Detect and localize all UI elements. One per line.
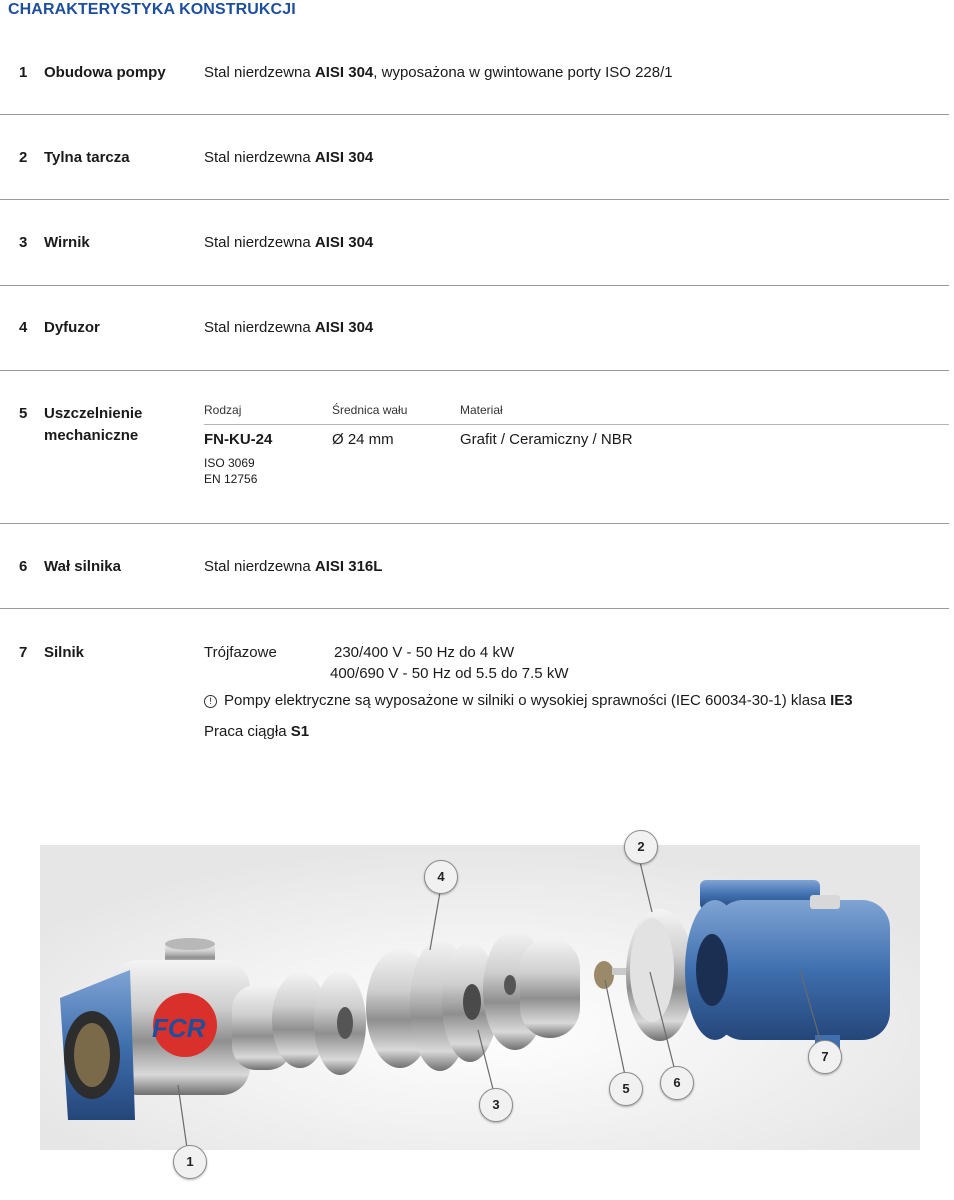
seal-header-diameter: Średnica wału <box>332 403 408 417</box>
spec-row-motor <box>0 642 949 752</box>
row-divider <box>0 114 949 115</box>
row-divider <box>0 199 949 200</box>
spec-row-mechanical-seal <box>0 403 949 503</box>
callout-3: 3 <box>479 1088 513 1122</box>
row-divider <box>0 523 949 524</box>
row-divider <box>0 608 949 609</box>
row-number: 1 <box>19 64 28 81</box>
row-label: Silnik <box>44 644 85 661</box>
row-label: Tylna tarcza <box>44 149 130 166</box>
motor-spec-1: 230/400 V - 50 Hz do 4 kW <box>334 644 515 661</box>
row-label: Wirnik <box>44 234 90 251</box>
seal-header-material: Materiał <box>460 403 503 417</box>
row-value: Stal nierdzewna AISI 304 <box>204 149 374 166</box>
info-icon: ! <box>204 695 217 708</box>
pump-exploded-illustration <box>0 820 954 1200</box>
row-label: Wał silnika <box>44 558 121 575</box>
row-number: 4 <box>19 319 28 336</box>
row-number: 5 <box>19 405 28 422</box>
callout-4: 4 <box>424 860 458 894</box>
callout-6: 6 <box>660 1066 694 1100</box>
row-divider <box>0 285 949 286</box>
callout-5: 5 <box>609 1072 643 1106</box>
row-number: 6 <box>19 558 28 575</box>
motor-efficiency-note: ! Pompy elektryczne są wyposażone w silniki o wysokiej sprawności (IEC 60034-30-1) klasa IE3 <box>204 690 853 712</box>
row-label: Dyfuzor <box>44 319 100 336</box>
row-label: Obudowa pompy <box>44 64 166 81</box>
logo-text: FCR <box>152 1013 206 1043</box>
seal-header-type: Rodzaj <box>204 403 242 417</box>
row-label: Uszczelnienie mechaniczne <box>44 405 143 444</box>
page-title: CHARAKTERYSTYKA KONSTRUKCJI <box>8 1 296 18</box>
seal-norm-en: EN 12756 <box>204 472 258 486</box>
seal-header-divider <box>204 424 949 425</box>
motor-part <box>685 880 890 1060</box>
row-value: Stal nierdzewna AISI 304 <box>204 319 374 336</box>
callout-7: 7 <box>808 1040 842 1074</box>
row-number: 7 <box>19 644 28 661</box>
row-number: 3 <box>19 234 28 251</box>
motor-phase: Trójfazowe <box>204 644 277 661</box>
row-value: Stal nierdzewna AISI 316L <box>204 558 383 575</box>
row-value: Stal nierdzewna AISI 304 <box>204 234 374 251</box>
motor-spec-2: 400/690 V - 50 Hz od 5.5 do 7.5 kW <box>330 665 569 682</box>
row-divider <box>0 370 949 371</box>
back-plate-part <box>626 909 694 1041</box>
seal-diameter: Ø 24 mm <box>332 431 394 448</box>
seal-material: Grafit / Ceramiczny / NBR <box>460 431 633 448</box>
callout-1: 1 <box>173 1145 207 1179</box>
callout-2: 2 <box>624 830 658 864</box>
seal-norm-iso: ISO 3069 <box>204 456 255 470</box>
motor-duty: Praca ciągła S1 <box>204 723 310 740</box>
row-number: 2 <box>19 149 28 166</box>
row-value: Stal nierdzewna AISI 304, wyposażona w gwintowane porty ISO 228/1 <box>204 64 673 81</box>
seal-type: FN-KU-24 <box>204 431 273 448</box>
